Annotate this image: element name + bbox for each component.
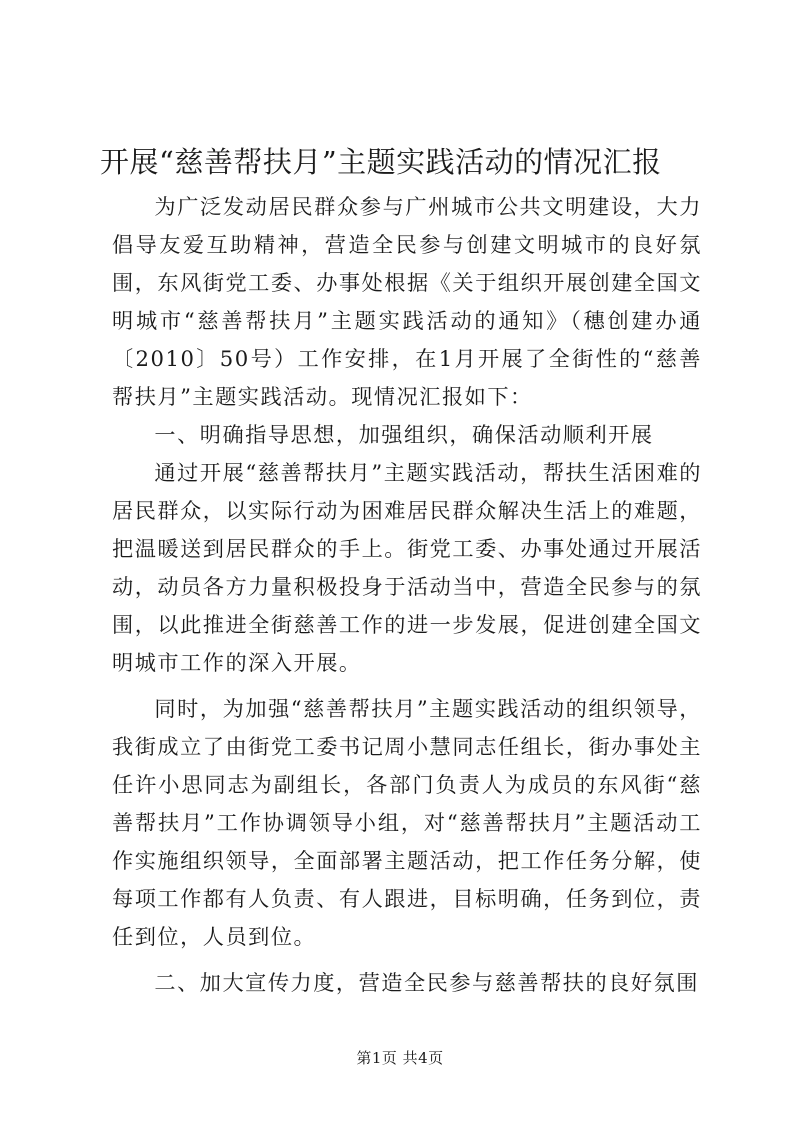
body-paragraph-1: 通过开展“慈善帮扶月”主题实践活动，帮扶生活困难的居民群众，以实际行动为困难居民群众解决生活上的难题，把温暖送到居民群众的手上。街党工委、办事处通过开展活动，动员各方力量积极投身于活动当中，营造全民参与的氛围，以此推进全街慈善工作的进一步发展，促进创建全国文明城市工作的深入开展。 [112,460,702,675]
section-heading-2: 二、加大宣传力度，营造全民参与慈善帮扶的良好氛围 [154,970,699,995]
body-paragraph-2: 同时，为加强“慈善帮扶月”主题实践活动的组织领导，我街成立了由街党工委书记周小慧同志任组长，街办事处主任许小思同志为副组长，各部门负责人为成员的东风街“慈善帮扶月”工作协调领导小组，对“慈善帮扶月”主题活动工作实施组织领导，全面部署主题活动，把工作任务分解，使每项工作都有人负责、有人跟进，目标明确，任务到位，责任到位，人员到位。 [112,696,702,949]
intro-paragraph: 为广泛发动居民群众参与广州城市公共文明建设，大力倡导友爱互助精神，营造全民参与创建文明城市的良好氛围，东风街党工委、办事处根据《关于组织开展创建全国文明城市“慈善帮扶月”主题实践活动的通知》（穗创建办通〔2010〕50号）工作安排，在1月开展了全街性的“慈善帮扶月”主题实践活动。现情况汇报如下： [112,194,702,409]
document-title: 开展“慈善帮扶月”主题实践活动的情况汇报 [100,145,662,179]
page-number-footer: 第1页 共4页 [356,1049,444,1067]
document-body [112,188,702,1002]
section-heading-1: 一、明确指导思想，加强组织，确保活动顺利开展 [154,422,654,447]
